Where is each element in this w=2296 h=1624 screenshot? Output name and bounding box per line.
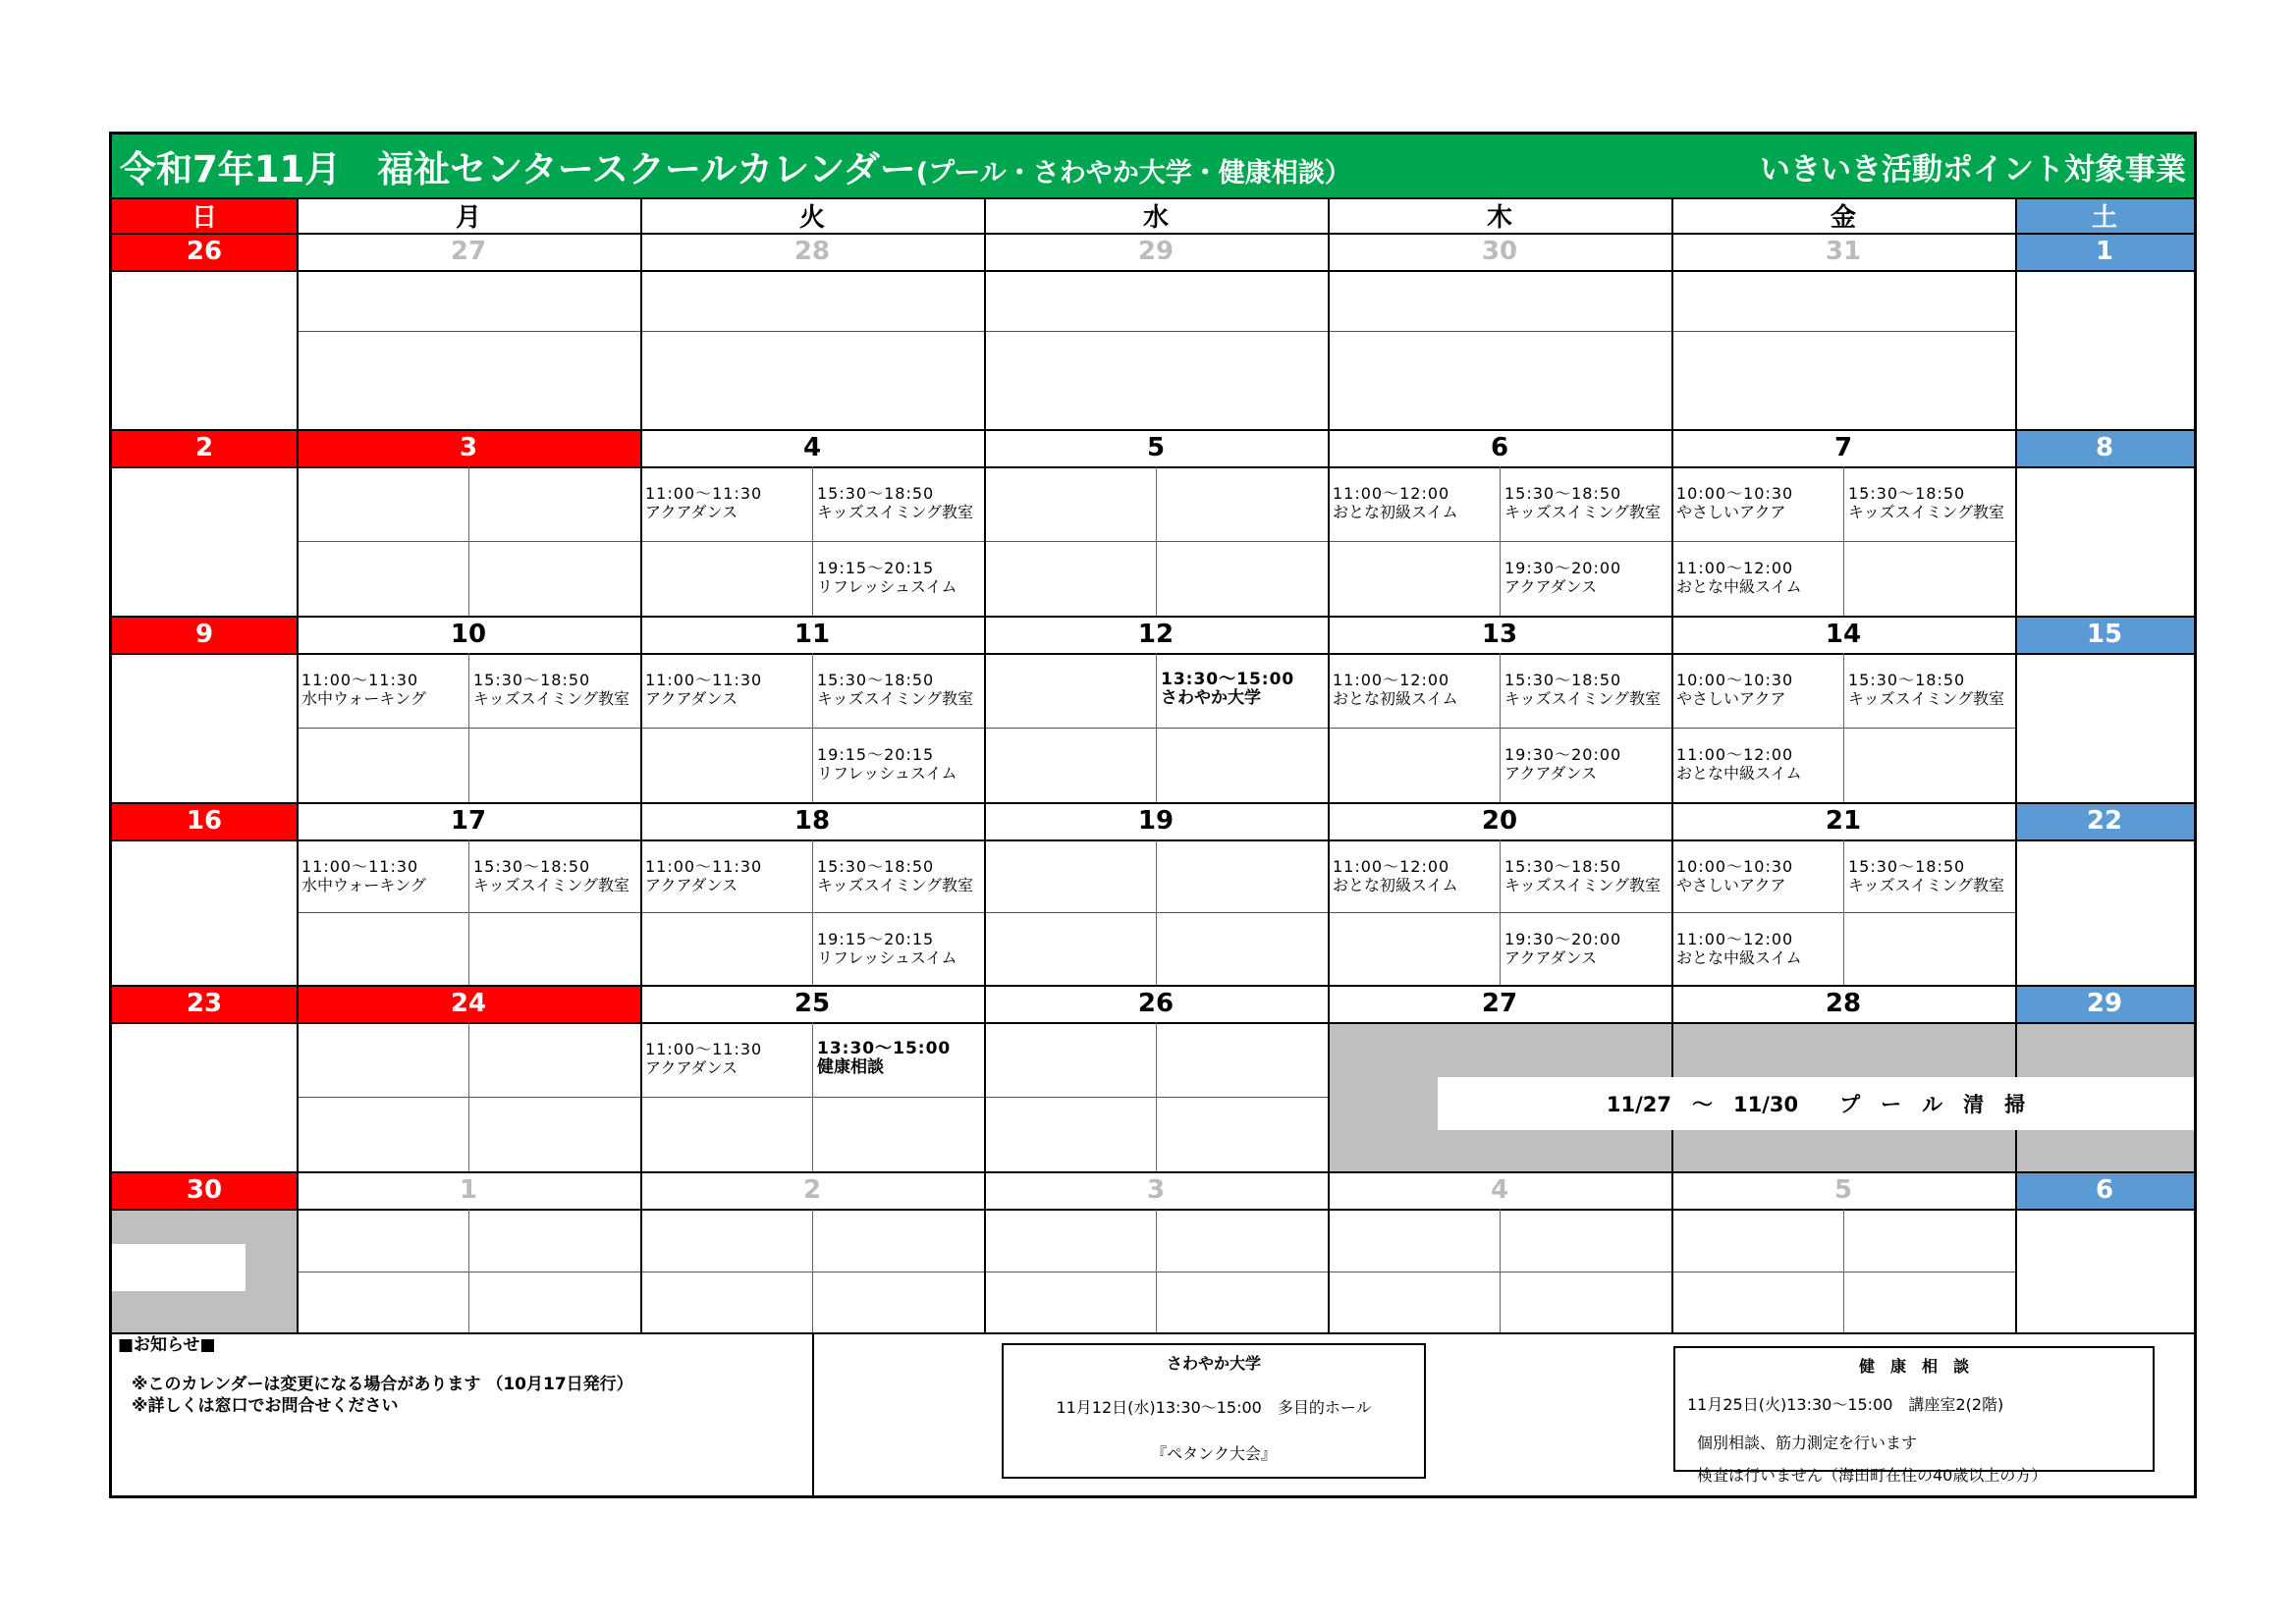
blank-label (112, 1244, 246, 1291)
event (1676, 484, 1793, 521)
event (645, 857, 762, 894)
grid-line (112, 616, 2194, 618)
event (817, 1040, 951, 1077)
weekday-header: 金 (1830, 202, 1856, 233)
event-name: キッズスイミング教室 (1504, 689, 1662, 708)
event (1676, 559, 1802, 596)
day-number: 29 (2015, 985, 2194, 1022)
event (1333, 857, 1458, 894)
weekday-header: 日 (112, 197, 297, 233)
grid-line (112, 1209, 2194, 1211)
event (1504, 745, 1621, 783)
event-time: 15:30～18:50 (473, 857, 591, 876)
event-time: 15:30～18:50 (473, 671, 591, 689)
day-number: 28 (793, 237, 831, 266)
grid-line (812, 466, 813, 616)
event (1676, 745, 1802, 783)
weekday-header: 土 (2015, 197, 2194, 233)
event-name: キッズスイミング教室 (473, 876, 630, 894)
event-name: キッズスイミング教室 (1848, 876, 2005, 894)
event-name: やさしいアクア (1676, 689, 1786, 708)
grid-line (1843, 466, 1844, 616)
event-time: 10:00～10:30 (1676, 484, 1794, 503)
day-number: 30 (1481, 237, 1518, 266)
event-time: 19:15～20:15 (817, 559, 935, 577)
event (1161, 671, 1294, 708)
event (645, 484, 762, 521)
event-name: リフレッシュスイム (817, 577, 957, 596)
grid-line (1843, 839, 1844, 985)
event (1504, 484, 1661, 521)
box-line: 『ペタンク大会』 (1151, 1444, 1277, 1463)
event-name: アクアダンス (1504, 577, 1598, 596)
grid-line (468, 466, 469, 616)
event (1504, 930, 1621, 967)
day-number: 27 (450, 237, 487, 266)
box-line: 検査は行いません（海田町在住の40歳以上の方） (1697, 1466, 2048, 1485)
event (645, 1040, 762, 1077)
day-number: 29 (1137, 237, 1175, 266)
notice (118, 1334, 633, 1417)
event-time: 10:00～10:30 (1676, 671, 1794, 689)
grid-line (1500, 653, 1501, 802)
event-name: おとな初級スイム (1333, 689, 1458, 708)
event (1848, 484, 2004, 521)
event-name: アクアダンス (1504, 764, 1598, 783)
event (1504, 857, 1661, 894)
day-number: 6 (1490, 433, 1509, 462)
day-number: 26 (1137, 989, 1175, 1018)
event-name: キッズスイミング教室 (1504, 503, 1662, 521)
event (1676, 857, 1793, 894)
day-number: 17 (450, 806, 487, 836)
day-number: 5 (1146, 433, 1166, 462)
day-number: 1 (2015, 233, 2194, 270)
event-name: さわやか大学 (1161, 688, 1261, 708)
box-line: 個別相談、筋力測定を行います (1697, 1434, 1918, 1452)
day-number: 28 (1825, 989, 1862, 1018)
page-title (120, 139, 1351, 192)
event-name: キッズスイミング教室 (817, 876, 974, 894)
grid-line (112, 197, 2194, 199)
event (473, 671, 629, 708)
grid-line (1156, 1209, 1157, 1332)
event-name: キッズスイミング教室 (817, 503, 974, 521)
day-number: 8 (2015, 429, 2194, 466)
grid-line (112, 1171, 2194, 1173)
grid-line (112, 270, 2194, 272)
event-time: 15:30～18:50 (1848, 484, 1966, 503)
event-name: リフレッシュスイム (817, 948, 957, 967)
grid-line (468, 1022, 469, 1171)
day-number: 3 (1146, 1175, 1166, 1205)
day-number: 12 (1137, 620, 1175, 649)
event-time: 15:30～18:50 (1848, 857, 1966, 876)
grid-line (112, 233, 2194, 235)
title-bar (112, 135, 2194, 197)
event-time: 19:15～20:15 (817, 745, 935, 764)
event (473, 857, 629, 894)
title-text: 令和7年11月 福祉センタースクールカレンダー (120, 148, 916, 190)
event (817, 857, 973, 894)
event-name: キッズスイミング教室 (1504, 876, 1662, 894)
grid-line (1156, 653, 1157, 802)
event-time: 11:00～12:00 (1333, 671, 1450, 689)
grid-line (812, 1209, 813, 1332)
event-time: 11:00～11:30 (645, 671, 763, 689)
event (1848, 857, 2004, 894)
event-name: アクアダンス (1504, 948, 1598, 967)
day-number: 19 (1137, 806, 1175, 836)
event (1333, 671, 1458, 708)
event (1504, 671, 1661, 708)
grid-line (112, 653, 2194, 655)
grid-line (297, 331, 2015, 332)
event-name: 水中ウォーキング (301, 689, 426, 708)
grid-line (112, 802, 2194, 804)
day-number: 20 (1481, 806, 1518, 836)
grid-line (112, 429, 2194, 431)
event-name: やさしいアクア (1676, 503, 1786, 521)
day-number: 2 (802, 1175, 822, 1205)
day-number: 22 (2015, 802, 2194, 839)
notice-line: ※このカレンダーは変更になる場合があります （10月17日発行） (132, 1375, 633, 1394)
grid-line (640, 197, 642, 1332)
day-number: 13 (1481, 620, 1518, 649)
sawayaka-box (1002, 1343, 1426, 1479)
day-number: 9 (112, 616, 297, 653)
event-name: 健康相談 (817, 1057, 884, 1077)
event-time: 15:30～18:50 (1848, 671, 1966, 689)
day-number: 4 (802, 433, 822, 462)
grid-line (1500, 839, 1501, 985)
grid-line (812, 1332, 814, 1498)
grid-line (1156, 1022, 1157, 1171)
event-name: キッズスイミング教室 (817, 689, 974, 708)
event-name: おとな初級スイム (1333, 503, 1458, 521)
health-box (1673, 1346, 2155, 1485)
points-label: いきいき活動ポイント対象事業 (1760, 151, 2186, 188)
event (1333, 484, 1458, 521)
day-number: 1 (459, 1175, 478, 1205)
grid-line (468, 653, 469, 802)
event-time: 19:15～20:15 (817, 930, 935, 948)
day-number: 30 (112, 1171, 297, 1209)
notice-line: ※詳しくは窓口でお問合せください (132, 1396, 399, 1416)
event-time: 11:00～11:30 (645, 484, 763, 503)
event-name: やさしいアクア (1676, 876, 1786, 894)
grid-line (112, 839, 2194, 841)
event-time: 11:00～12:00 (1676, 559, 1794, 577)
box-title: さわやか大学 (1166, 1354, 1261, 1373)
day-number: 4 (1490, 1175, 1509, 1205)
event-time: 11:00～11:30 (645, 1040, 763, 1058)
event-name: アクアダンス (645, 503, 738, 521)
notice-heading: ■お知らせ■ (118, 1335, 216, 1355)
day-number: 26 (112, 233, 297, 270)
day-number: 21 (1825, 806, 1862, 836)
day-number: 10 (450, 620, 487, 649)
event-name: アクアダンス (645, 1058, 738, 1077)
event-name: おとな中級スイム (1676, 764, 1802, 783)
event-time: 19:30～20:00 (1504, 559, 1622, 577)
event-time: 11:00～12:00 (1676, 930, 1794, 948)
day-number: 27 (1481, 989, 1518, 1018)
event-name: おとな中級スイム (1676, 948, 1802, 967)
event-time: 11:00～11:30 (301, 671, 419, 689)
box-title: 健 康 相 談 (1858, 1357, 1969, 1376)
grid-line (468, 839, 469, 985)
grid-line (984, 197, 986, 1332)
event (301, 671, 426, 708)
event (1504, 559, 1621, 596)
event (1848, 671, 2004, 708)
event-time: 15:30～18:50 (1504, 484, 1622, 503)
event-time: 11:00～12:00 (1676, 745, 1794, 764)
event-time: 13:30～15:00 (1161, 670, 1295, 689)
event-name: キッズスイミング教室 (473, 689, 630, 708)
box-line: 11月25日(火)13:30～15:00 講座室2(2階) (1687, 1395, 2004, 1414)
day-number: 6 (2015, 1171, 2194, 1209)
calendar (109, 132, 2197, 1498)
event-name: おとな中級スイム (1676, 577, 1802, 596)
event-time: 11:00～11:30 (645, 857, 763, 876)
event-time: 11:00～11:30 (301, 857, 419, 876)
grid-line (2015, 197, 2017, 1332)
day-number: 16 (112, 802, 297, 839)
event-name: キッズスイミング教室 (1848, 503, 2005, 521)
day-number: 18 (793, 806, 831, 836)
grid-line (1500, 1209, 1501, 1332)
day-number: 23 (112, 985, 297, 1022)
grid-line (112, 1022, 2194, 1024)
grid-line (1500, 466, 1501, 616)
event-time: 19:30～20:00 (1504, 930, 1622, 948)
day-number: 25 (793, 989, 831, 1018)
day-number: 5 (1833, 1175, 1853, 1205)
event-name: キッズスイミング教室 (1848, 689, 2005, 708)
event (645, 671, 762, 708)
grid-line (468, 1209, 469, 1332)
event-time: 13:30～15:00 (817, 1039, 952, 1058)
event-name: アクアダンス (645, 689, 738, 708)
weekday-header: 月 (455, 202, 481, 233)
event-time: 15:30～18:50 (1504, 857, 1622, 876)
event (817, 930, 957, 967)
event (301, 857, 426, 894)
event-time: 15:30～18:50 (817, 484, 935, 503)
grid-line (812, 1022, 813, 1171)
day-number: 15 (2015, 616, 2194, 653)
event (1676, 671, 1793, 708)
grid-line (112, 466, 2194, 468)
weekday-header: 木 (1486, 202, 1512, 233)
day-number: 31 (1825, 237, 1862, 266)
grid-line (1156, 839, 1157, 985)
grid-line (1328, 197, 1330, 1332)
grid-line (1156, 466, 1157, 616)
event-time: 15:30～18:50 (1504, 671, 1622, 689)
event (817, 745, 957, 783)
grid-line (1671, 197, 1673, 1332)
event-time: 15:30～18:50 (817, 857, 935, 876)
box-line: 11月12日(水)13:30～15:00 多目的ホール (1056, 1398, 1372, 1417)
grid-line (112, 985, 2194, 987)
event (817, 671, 973, 708)
event-name: 水中ウォーキング (301, 876, 426, 894)
event-time: 11:00～12:00 (1333, 857, 1450, 876)
day-number: 3 (297, 429, 640, 466)
event-time: 15:30～18:50 (817, 671, 935, 689)
event (1676, 930, 1802, 967)
grid-line (1843, 653, 1844, 802)
day-number: 24 (297, 985, 640, 1022)
event-time: 10:00～10:30 (1676, 857, 1794, 876)
day-number: 14 (1825, 620, 1862, 649)
event-name: リフレッシュスイム (817, 764, 957, 783)
event-name: おとな初級スイム (1333, 876, 1458, 894)
title-subtitle: (プール・さわやか大学・健康相談） (915, 158, 1351, 189)
weekday-header: 火 (798, 202, 825, 233)
event-time: 19:30～20:00 (1504, 745, 1622, 764)
grid-line (812, 653, 813, 802)
day-number: 7 (1833, 433, 1853, 462)
weekday-header: 水 (1142, 202, 1169, 233)
day-number: 11 (793, 620, 831, 649)
grid-line (812, 839, 813, 985)
grid-line (297, 197, 299, 1332)
pool-cleaning-banner: 11/27 ～ 11/30 プ ー ル 清 掃 (1438, 1077, 2194, 1130)
grid-line (1843, 1209, 1844, 1332)
event (817, 559, 957, 596)
event (817, 484, 973, 521)
event-time: 11:00～12:00 (1333, 484, 1450, 503)
day-number: 2 (112, 429, 297, 466)
event-name: アクアダンス (645, 876, 738, 894)
